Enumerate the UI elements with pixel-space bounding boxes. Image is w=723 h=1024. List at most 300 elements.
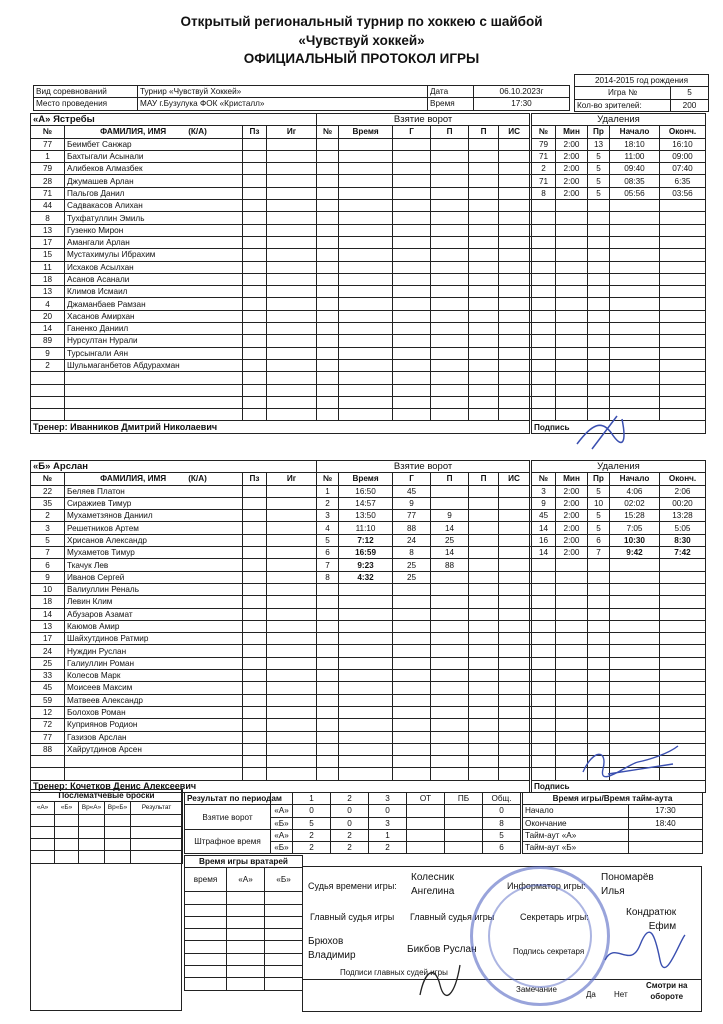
ig-cell	[267, 743, 317, 755]
goal-cell: 11:10	[339, 522, 393, 534]
time-value: 17:30	[474, 98, 570, 110]
goal-cell	[393, 409, 431, 421]
goal-cell	[499, 372, 530, 384]
penalty-cell	[588, 212, 610, 224]
player-number: 18	[31, 596, 65, 608]
goal-p2-cell	[469, 261, 499, 273]
ig-cell	[267, 756, 317, 768]
goal-cell	[499, 298, 530, 310]
player-number: 7	[31, 547, 65, 559]
goal-cell	[431, 310, 469, 322]
team-b-roster-table	[30, 460, 530, 793]
goal-cell	[431, 768, 469, 780]
goal-cell	[317, 163, 339, 175]
player-number	[31, 372, 65, 384]
pen-b-total: 6	[483, 842, 521, 854]
goal-cell	[431, 682, 469, 694]
goal-cell	[431, 163, 469, 175]
player-number: 71	[31, 187, 65, 199]
goal-p2-cell	[469, 310, 499, 322]
goal-cell: 16:50	[339, 485, 393, 497]
penalty-cell: 4:06	[610, 485, 660, 497]
goal-cell	[431, 409, 469, 421]
ig-cell	[267, 175, 317, 187]
team-title: «Б» Арслан	[31, 461, 317, 473]
goal-cell: 88	[393, 522, 431, 534]
pz-cell	[243, 359, 267, 371]
goal-cell	[339, 743, 393, 755]
penalty-cell	[660, 273, 706, 285]
penalty-cell	[556, 372, 588, 384]
player-number: 11	[31, 261, 65, 273]
player-name: Сиражиев Тимур	[65, 497, 243, 509]
goal-cell	[317, 768, 339, 780]
penalty-cell	[532, 273, 556, 285]
player-name: Куприянов Родион	[65, 719, 243, 731]
goal-cell: 2	[317, 497, 339, 509]
remark-label: Замечание	[516, 985, 557, 994]
goal-cell	[431, 571, 469, 583]
penalty-cell	[532, 409, 556, 421]
penalty-cell: 2:00	[556, 138, 588, 150]
penalty-cell: 2:00	[556, 534, 588, 546]
penalty-cell	[660, 298, 706, 310]
goal-cell	[499, 224, 530, 236]
penalty-cell	[588, 583, 610, 595]
goal-cell	[393, 694, 431, 706]
goal-cell	[499, 261, 530, 273]
goal-cell	[339, 200, 393, 212]
table-row	[31, 485, 530, 497]
goal-cell	[499, 547, 530, 559]
table-row	[532, 396, 706, 408]
player-number: 88	[31, 743, 65, 755]
goal-p2-cell	[469, 510, 499, 522]
table-row	[31, 372, 530, 384]
goal-cell	[499, 187, 530, 199]
penalty-cell	[532, 396, 556, 408]
num-header: №	[31, 126, 65, 138]
penalty-cell: 8	[532, 187, 556, 199]
goal-cell	[339, 706, 393, 718]
table-row	[532, 310, 706, 322]
player-name: Валиуллин Реналь	[65, 583, 243, 595]
coach-name: Тренер: Кочетков Денис Алексеевич	[31, 780, 530, 792]
goal-cell	[431, 485, 469, 497]
penalty-cell	[532, 657, 556, 669]
goal-p2-cell	[469, 200, 499, 212]
table-row	[31, 236, 530, 248]
penalty-cell	[588, 608, 610, 620]
goal-cell	[499, 657, 530, 669]
goal-cell	[499, 236, 530, 248]
goal-cell	[317, 682, 339, 694]
player-name: Каюмов Амир	[65, 620, 243, 632]
pz-cell	[243, 633, 267, 645]
goals-a-total: 0	[483, 805, 521, 817]
chief-referee-label-2: Главный судья игры	[410, 912, 495, 922]
goal-num-header: №	[317, 126, 339, 138]
goal-p2-cell	[469, 273, 499, 285]
place-value: МАУ г.Бузулука ФОК «Кристалл»	[138, 98, 428, 110]
pz-cell	[243, 497, 267, 509]
pz-cell	[243, 670, 267, 682]
pz-cell	[243, 756, 267, 768]
goal-cell	[339, 719, 393, 731]
goal-cell	[317, 335, 339, 347]
penalty-cell	[610, 335, 660, 347]
signature-coach-a	[572, 414, 632, 452]
table-row	[31, 347, 530, 359]
goal-cell	[499, 347, 530, 359]
signature-chief-referee	[415, 960, 465, 1000]
player-number: 77	[31, 138, 65, 150]
goal-cell	[499, 608, 530, 620]
penalty-cell	[660, 657, 706, 669]
table-row	[31, 768, 530, 780]
player-name: Нуждин Руслан	[65, 645, 243, 657]
goal-cell	[339, 694, 393, 706]
goal-p2-cell	[469, 175, 499, 187]
player-name: Гузенко Мирон	[65, 224, 243, 236]
player-name: Исхаков Асылхан	[65, 261, 243, 273]
goal-cell	[393, 633, 431, 645]
table-row	[31, 534, 530, 546]
pen-num-header: №	[532, 126, 556, 138]
penalty-cell	[588, 719, 610, 731]
pz-cell	[243, 187, 267, 199]
penalty-cell: 5:05	[660, 522, 706, 534]
player-number	[31, 396, 65, 408]
player-name: Шульмаганбетов Абдурахман	[65, 359, 243, 371]
timeout-a-label: Тайм-аут «А»	[523, 829, 629, 841]
penalty-cell	[660, 212, 706, 224]
player-name: Решетников Артем	[65, 522, 243, 534]
penalty-cell	[532, 347, 556, 359]
goal-cell	[499, 384, 530, 396]
goal-cell	[499, 719, 530, 731]
goal-cell	[317, 310, 339, 322]
pz-cell	[243, 694, 267, 706]
penalty-cell: 5	[588, 175, 610, 187]
goal-p2-cell	[469, 756, 499, 768]
player-number: 22	[31, 485, 65, 497]
name-header: ФАМИЛИЯ, ИМЯ	[100, 474, 167, 484]
goal-p2-cell	[469, 249, 499, 261]
penalty-cell	[660, 372, 706, 384]
name-header-cell	[65, 473, 243, 485]
ig-cell	[267, 670, 317, 682]
penalty-cell	[556, 224, 588, 236]
penalty-cell: 7:42	[660, 547, 706, 559]
player-number: 12	[31, 706, 65, 718]
pz-cell	[243, 645, 267, 657]
goal-cell	[431, 138, 469, 150]
spectators-label: Кол-во зрителей:	[575, 99, 671, 111]
penalty-cell: 6	[588, 534, 610, 546]
goal-p-header: П	[431, 473, 469, 485]
sign-label: Подпись	[534, 422, 570, 432]
pz-cell	[243, 534, 267, 546]
goal-cell	[431, 731, 469, 743]
player-number: 13	[31, 286, 65, 298]
team-a-penalty-table	[531, 113, 706, 434]
pen-a-label: «А»	[271, 829, 293, 841]
goal-p2-cell	[469, 236, 499, 248]
penalty-cell	[610, 286, 660, 298]
player-number: 13	[31, 224, 65, 236]
penalty-cell	[610, 719, 660, 731]
goal-cell	[499, 768, 530, 780]
player-number: 8	[31, 212, 65, 224]
table-row	[532, 670, 706, 682]
ig-cell	[267, 583, 317, 595]
comp-label: Вид соревнований	[34, 86, 138, 98]
goal-cell	[393, 187, 431, 199]
penalty-cell	[660, 608, 706, 620]
ig-cell	[267, 608, 317, 620]
penalty-cell	[588, 731, 610, 743]
goal-cell	[317, 323, 339, 335]
goal-cell	[339, 261, 393, 273]
goal-cell	[393, 335, 431, 347]
penalty-cell	[610, 682, 660, 694]
goal-cell	[317, 138, 339, 150]
goal-cell	[339, 298, 393, 310]
player-name: Турсынгали Аян	[65, 347, 243, 359]
comp-value: Турнир «Чувствуй Хоккей»	[138, 86, 428, 98]
goals-row-label: Взятие ворот	[185, 805, 271, 830]
penalty-cell	[532, 212, 556, 224]
table-row	[31, 719, 530, 731]
player-name: Иванов Сергей	[65, 571, 243, 583]
penalty-cell	[532, 200, 556, 212]
penalty-cell: 2:00	[556, 163, 588, 175]
goal-cell: 5	[317, 534, 339, 546]
goal-cell: 88	[431, 559, 469, 571]
goal-cell	[339, 323, 393, 335]
pz-cell	[243, 596, 267, 608]
place-label: Место проведения	[34, 98, 138, 110]
penalty-cell	[660, 359, 706, 371]
goal-cell	[393, 249, 431, 261]
goal-g-header: Г	[393, 473, 431, 485]
goal-cell: 25	[393, 571, 431, 583]
table-row	[532, 323, 706, 335]
penalty-cell	[556, 212, 588, 224]
goal-cell	[393, 596, 431, 608]
table-row	[31, 323, 530, 335]
secretary-sign-label: Подпись секретаря	[513, 947, 585, 956]
penalty-cell	[610, 224, 660, 236]
signature-coach-b	[578, 744, 688, 782]
goal-cell	[499, 682, 530, 694]
goals-b-p1: 5	[293, 817, 331, 829]
penalty-cell	[610, 559, 660, 571]
pen-pr-header: Пр	[588, 473, 610, 485]
goal-cell	[431, 596, 469, 608]
goal-cell	[393, 384, 431, 396]
goal-cell	[339, 620, 393, 632]
goal-cell	[393, 323, 431, 335]
ig-cell	[267, 409, 317, 421]
goal-cell	[499, 633, 530, 645]
goal-cell	[431, 657, 469, 669]
pz-cell	[243, 706, 267, 718]
pz-cell	[243, 372, 267, 384]
game-time-table	[522, 792, 703, 854]
goal-cell	[499, 743, 530, 755]
goal-cell	[339, 657, 393, 669]
penalty-cell: 5	[588, 187, 610, 199]
ig-cell	[267, 559, 317, 571]
pen-min-header: Мин	[556, 126, 588, 138]
penalty-cell	[660, 571, 706, 583]
goal-is-header: ИС	[499, 473, 530, 485]
table-row	[532, 682, 706, 694]
goal-cell	[499, 212, 530, 224]
goal-cell: 14:57	[339, 497, 393, 509]
goal-cell	[393, 138, 431, 150]
penalty-cell	[532, 335, 556, 347]
penalty-cell	[532, 706, 556, 718]
period-1-header: 1	[293, 793, 331, 805]
date-label: Дата	[428, 86, 474, 98]
ig-cell	[267, 335, 317, 347]
goal-cell: 16:59	[339, 547, 393, 559]
team-title: «А» Ястребы	[31, 114, 317, 126]
goal-p2-cell	[469, 150, 499, 162]
penalty-cell	[556, 323, 588, 335]
pen-b-p3: 2	[369, 842, 407, 854]
goal-cell	[499, 706, 530, 718]
table-row	[532, 163, 706, 175]
player-number: 20	[31, 310, 65, 322]
goal-cell	[499, 670, 530, 682]
pz-cell	[243, 335, 267, 347]
goal-p2-cell	[469, 335, 499, 347]
goal-cell	[499, 559, 530, 571]
penalty-cell	[532, 559, 556, 571]
goal-cell	[317, 620, 339, 632]
table-row	[31, 657, 530, 669]
penalty-cell	[660, 633, 706, 645]
player-number: 9	[31, 347, 65, 359]
goalie-time-label: время	[185, 868, 227, 892]
goal-time-header: Время	[339, 126, 393, 138]
penalty-cell	[556, 719, 588, 731]
goal-cell: 7	[317, 559, 339, 571]
player-number: 14	[31, 608, 65, 620]
player-name	[65, 372, 243, 384]
goal-cell	[393, 261, 431, 273]
table-row	[532, 273, 706, 285]
penalty-cell	[610, 596, 660, 608]
penalty-cell	[610, 200, 660, 212]
total-header: Общ.	[483, 793, 521, 805]
player-name: Матвеев Александр	[65, 694, 243, 706]
goal-time-header: Время	[339, 473, 393, 485]
table-row	[532, 150, 706, 162]
penalty-cell	[556, 261, 588, 273]
goal-cell	[431, 608, 469, 620]
penalty-cell	[588, 347, 610, 359]
goal-p2-cell	[469, 657, 499, 669]
goal-cell	[317, 249, 339, 261]
goal-cell	[499, 522, 530, 534]
see-reverse-label: Смотри на обороте	[646, 981, 688, 1001]
goal-cell	[393, 212, 431, 224]
player-name: Галиуллин Роман	[65, 657, 243, 669]
goal-cell	[317, 187, 339, 199]
pz-cell	[243, 273, 267, 285]
goals-b-p2: 0	[331, 817, 369, 829]
player-name: Джумашев Арлан	[65, 175, 243, 187]
goal-cell	[499, 396, 530, 408]
pen-b-label: «Б»	[271, 842, 293, 854]
goal-cell	[339, 633, 393, 645]
player-name: Шайхутдинов Ратмир	[65, 633, 243, 645]
ig-cell	[267, 138, 317, 150]
penalty-cell	[660, 682, 706, 694]
player-name	[65, 396, 243, 408]
goal-cell	[431, 187, 469, 199]
ig-cell	[267, 310, 317, 322]
pen-b-p1: 2	[293, 842, 331, 854]
player-name: Ткачук Лев	[65, 559, 243, 571]
timeout-b-label: Тайм-аут «Б»	[523, 842, 629, 854]
table-row	[31, 743, 530, 755]
player-name	[65, 756, 243, 768]
period-3-header: 3	[369, 793, 407, 805]
goal-cell: 8	[317, 571, 339, 583]
goal-p2-cell	[469, 583, 499, 595]
goal-num-header: №	[317, 473, 339, 485]
penalty-cell	[556, 583, 588, 595]
table-row	[31, 620, 530, 632]
goal-cell	[339, 756, 393, 768]
ig-header: Иг	[267, 126, 317, 138]
penalty-cell	[556, 335, 588, 347]
so-b: «Б»	[55, 802, 79, 814]
goal-p-header: П	[431, 126, 469, 138]
goal-cell	[499, 596, 530, 608]
goal-cell	[317, 175, 339, 187]
player-number: 17	[31, 236, 65, 248]
goal-cell	[499, 138, 530, 150]
goal-p2-cell	[469, 372, 499, 384]
goals-a-p2: 0	[331, 805, 369, 817]
penalty-cell	[610, 236, 660, 248]
date-value: 06.10.2023г	[474, 86, 570, 98]
goal-cell	[339, 138, 393, 150]
penalty-cell	[588, 335, 610, 347]
ka-header: (К/А)	[188, 474, 207, 484]
game-info-table	[574, 74, 709, 112]
so-a: «А»	[31, 802, 55, 814]
table-row	[532, 620, 706, 632]
goal-cell	[317, 372, 339, 384]
goal-cell	[339, 682, 393, 694]
table-row	[31, 645, 530, 657]
player-number: 5	[31, 534, 65, 546]
goal-cell	[317, 731, 339, 743]
penalty-cell	[556, 682, 588, 694]
penalty-cell	[588, 633, 610, 645]
pz-cell	[243, 175, 267, 187]
goal-cell	[339, 768, 393, 780]
penalty-cell	[610, 657, 660, 669]
